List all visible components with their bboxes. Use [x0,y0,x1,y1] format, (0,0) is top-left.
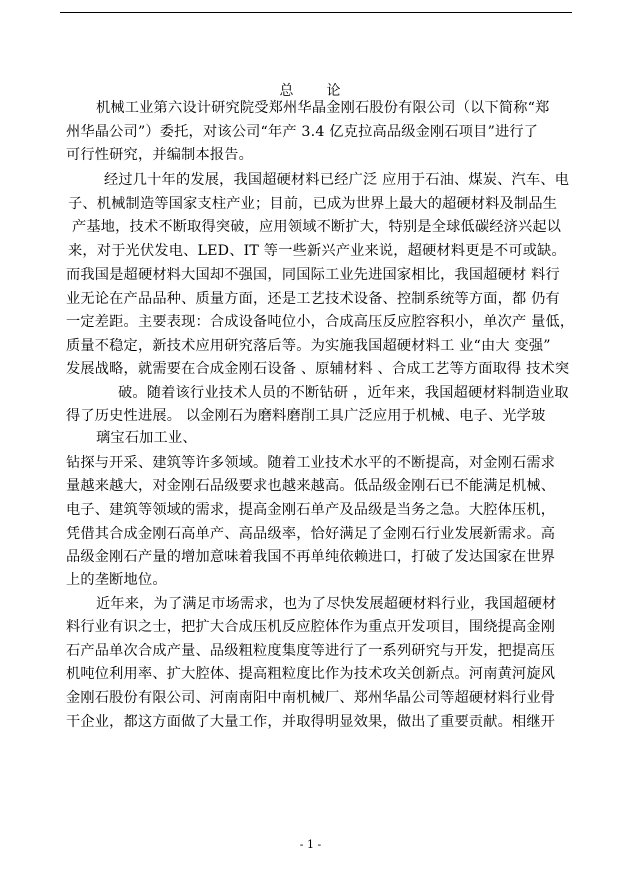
text-line: 钻探与开采、建筑等许多领域。随着工业技术水平的不断提高，对金刚石需求 [66,455,556,471]
text-line: 来，对于光伏发电、LED、IT 等一些新兴产业来说，超硬材料更是不可或缺。 [68,243,566,259]
text-line: 而我国是超硬材料大国却不强国，同国际工业先进国家相比，我国超硬材 料行 [66,267,560,283]
text-line: 金刚石股份有限公司、河南南阳中南机械厂、郑州华晶公司等超硬材料行业骨 [66,690,556,706]
text-line: 璃宝石加工业、 [96,430,197,446]
text-line: 一定差距。主要表现：合成设备吨位小，合成高压反应腔容积小，单次产 量低， [66,314,575,330]
text-line: 发展战略，就需要在合成金刚石设备 、原辅材料 、合成工艺等方面取得 技术突 [66,361,570,377]
text-line: 质量不稳定，新技术应用研究落后等。为实施我国超硬材料工 业“由大 变强” [66,338,551,354]
text-line: 破。随着该行业技术人员的不断钻研 ，近年来，我国超硬材料制造业取 [118,385,569,401]
title-part-2: 论 [326,83,342,99]
text-line: 近年来，为了满足市场需求，也为了尽快发展超硬材料行业，我国超硬材 [96,596,557,612]
page-number: - 1 - [299,838,322,851]
text-line: 经过几十年的发展，我国超硬材料已经广泛 应用于石油、煤炭、汽车、电 [104,172,570,188]
text-line: 可行性研究，并编制本报告。 [66,147,254,163]
text-line: 石产品单次合成产量、品级粗粒度集度等进行了一系列研究与开发，把提高压 [66,643,556,659]
text-line: 干企业，都这方面做了大量工作，并取得明显效果，做出了重要贡献。相继开 [66,714,556,730]
text-line: 业无论在产品品种、质量方面，还是工艺技术设备、控制系统等方面，都 仍有 [66,291,560,307]
text-line: 州华晶公司”）委托，对该公司“年产 3.4 亿克拉高品级金刚石项目”进行了 [66,124,539,140]
title-part-1: 总 [279,83,295,99]
text-line: 凭借其合成金刚石高单产、高品级率，恰好满足了金刚石行业发展新需求。高 [66,526,556,542]
text-line: 电子、建筑等领域的需求，提高金刚石单产及品级是当务之急。大腔体压机， [66,502,556,518]
text-line: 品级金刚石产量的增加意味着我国不再单纯依赖进口，打破了发达国家在世界 [66,549,556,565]
text-line: 上的垄断地位。 [66,572,167,588]
text-line: 机吨位利用率、扩大腔体、提高粗粒度比作为技术攻关创新点。河南黄河旋风 [66,666,556,682]
text-line: 量越来越大，对金刚石品级要求也越来越高。低品级金刚石已不能满足机械、 [66,478,556,494]
text-line: 机械工业第六设计研究院受郑州华晶金刚石股份有限公司（以下简称“郑 [96,100,550,116]
text-line: 产基地，技术不断取得突破，应用领域不断扩大，特别是全球低碳经济兴起以 [72,219,562,235]
text-line: 子、机械制造等国家支柱产业；目前，已成为世界上最大的超硬材料及制品生 [68,196,558,212]
section-title [0,80,621,100]
header-rule [60,12,572,13]
text-line: 料行业有识之士，把扩大合成压机反应腔体作为重点开发项目，围绕提高金刚 [66,619,556,635]
text-line: 得了历史性进展。 以金刚石为磨料磨削工具广泛应用于机械、电子、光学玻 [66,408,546,424]
